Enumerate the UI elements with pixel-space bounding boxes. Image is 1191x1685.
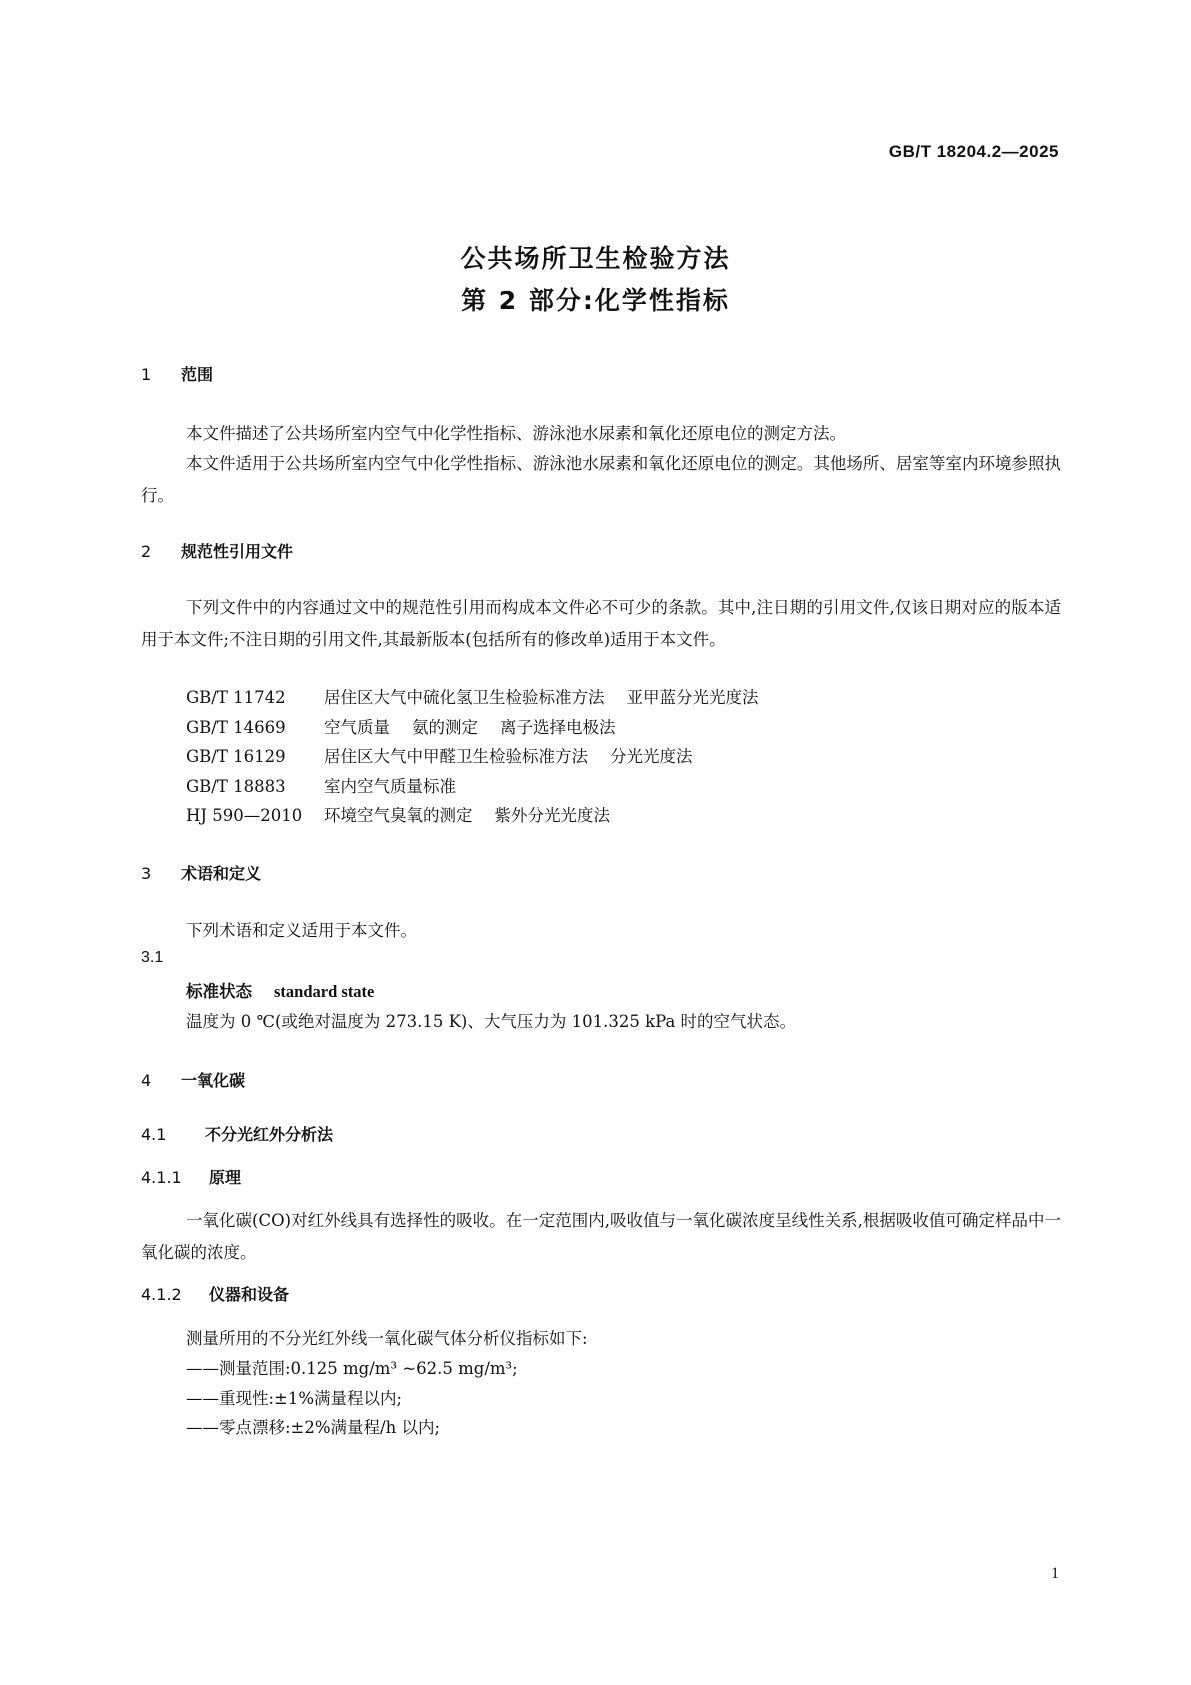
reference-method-2: 离子选择电极法	[500, 718, 616, 737]
reference-item	[186, 773, 456, 797]
section-4-heading	[141, 1068, 245, 1091]
reference-code: HJ 590—2010	[186, 806, 303, 825]
section-number: 1	[141, 365, 152, 384]
section-title: 术语和定义	[181, 864, 262, 883]
term-number: 3.1	[141, 949, 164, 966]
reference-method: 紫外分光光度法	[494, 806, 610, 825]
term-definition: 温度为 0 ℃(或绝对温度为 273.15 K)、大气压力为 101.325 kPa 时的空气状态。	[186, 1012, 797, 1031]
reference-method: 分光光度法	[610, 747, 693, 766]
section-title: 一氧化碳	[181, 1071, 246, 1090]
reference-method: 亚甲蓝分光光度法	[626, 688, 759, 707]
section-number: 4.1	[141, 1125, 167, 1144]
list-item: ——重现性:±1%满量程以内;	[186, 1389, 403, 1408]
reference-item	[186, 802, 610, 826]
reference-item	[186, 714, 616, 738]
section-number: 4.1.2	[141, 1285, 182, 1304]
section-number: 4	[141, 1071, 152, 1090]
section-1-paragraph-1: 本文件描述了公共场所室内空气中化学性指标、游泳池水尿素和氧化还原电位的测定方法。	[186, 424, 846, 443]
section-4-1-2-paragraph-1: 测量所用的不分光红外线一氧化碳气体分析仪指标如下:	[186, 1329, 588, 1348]
reference-title: 居住区大气中甲醛卫生检验标准方法	[324, 747, 588, 766]
section-2-heading	[141, 539, 293, 562]
reference-code: GB/T 16129	[186, 747, 286, 766]
reference-code: GB/T 18883	[186, 777, 286, 796]
list-item: ——零点漂移:±2%满量程/h 以内;	[186, 1418, 441, 1437]
section-2-paragraph-1: 下列文件中的内容通过文中的规范性引用而构成本文件必不可少的条款。其中,注日期的引用文件,仅该日期对应的版本适用于本文件;不注日期的引用文件,其最新版本(包括所有的修改单)适用于本文件。	[141, 598, 1061, 649]
reference-item	[186, 743, 693, 767]
section-4-1-2-heading	[141, 1282, 289, 1305]
section-1-heading	[141, 362, 213, 385]
section-title: 不分光红外分析法	[205, 1125, 334, 1144]
term-chinese: 标准状态	[186, 982, 252, 1001]
reference-item	[186, 684, 759, 708]
section-number: 3	[141, 864, 152, 883]
section-3-paragraph-1: 下列术语和定义适用于本文件。	[186, 921, 417, 940]
reference-title: 环境空气臭氧的测定	[324, 806, 473, 825]
reference-code: GB/T 11742	[186, 688, 286, 707]
document-title	[0, 238, 1191, 322]
reference-method: 氨的测定	[412, 718, 478, 737]
term-heading	[186, 978, 374, 1002]
standard-code: GB/T 18204.2—2025	[888, 142, 1059, 161]
section-1-paragraph-2: 本文件适用于公共场所室内空气中化学性指标、游泳池水尿素和氧化还原电位的测定。其他场所、居室等室内环境参照执行。	[141, 454, 1061, 505]
term-english: standard state	[274, 982, 375, 1001]
title-line-1: 公共场所卫生检验方法	[460, 244, 731, 273]
title-line-2: 第 2 部分:化学性指标	[461, 286, 730, 315]
section-4-1-1-heading	[141, 1165, 241, 1188]
reference-title: 室内空气质量标准	[324, 777, 456, 796]
section-title: 范围	[181, 365, 214, 384]
section-title: 原理	[209, 1168, 242, 1187]
section-3-heading	[141, 861, 261, 884]
section-title: 仪器和设备	[209, 1285, 290, 1304]
reference-title: 居住区大气中硫化氢卫生检验标准方法	[324, 688, 605, 707]
section-number: 4.1.1	[141, 1168, 182, 1187]
reference-title: 空气质量	[324, 718, 390, 737]
page-number: 1	[1051, 1565, 1059, 1582]
section-number: 2	[141, 542, 152, 561]
section-4-1-heading	[141, 1122, 333, 1145]
reference-code: GB/T 14669	[186, 718, 286, 737]
section-title: 规范性引用文件	[181, 542, 294, 561]
section-4-1-1-paragraph-1: 一氧化碳(CO)对红外线具有选择性的吸收。在一定范围内,吸收值与一氧化碳浓度呈线性关系,根据吸收值可确定样品中一氧化碳的浓度。	[141, 1211, 1061, 1262]
list-item: ——测量范围:0.125 mg/m³ ~62.5 mg/m³;	[186, 1359, 518, 1378]
